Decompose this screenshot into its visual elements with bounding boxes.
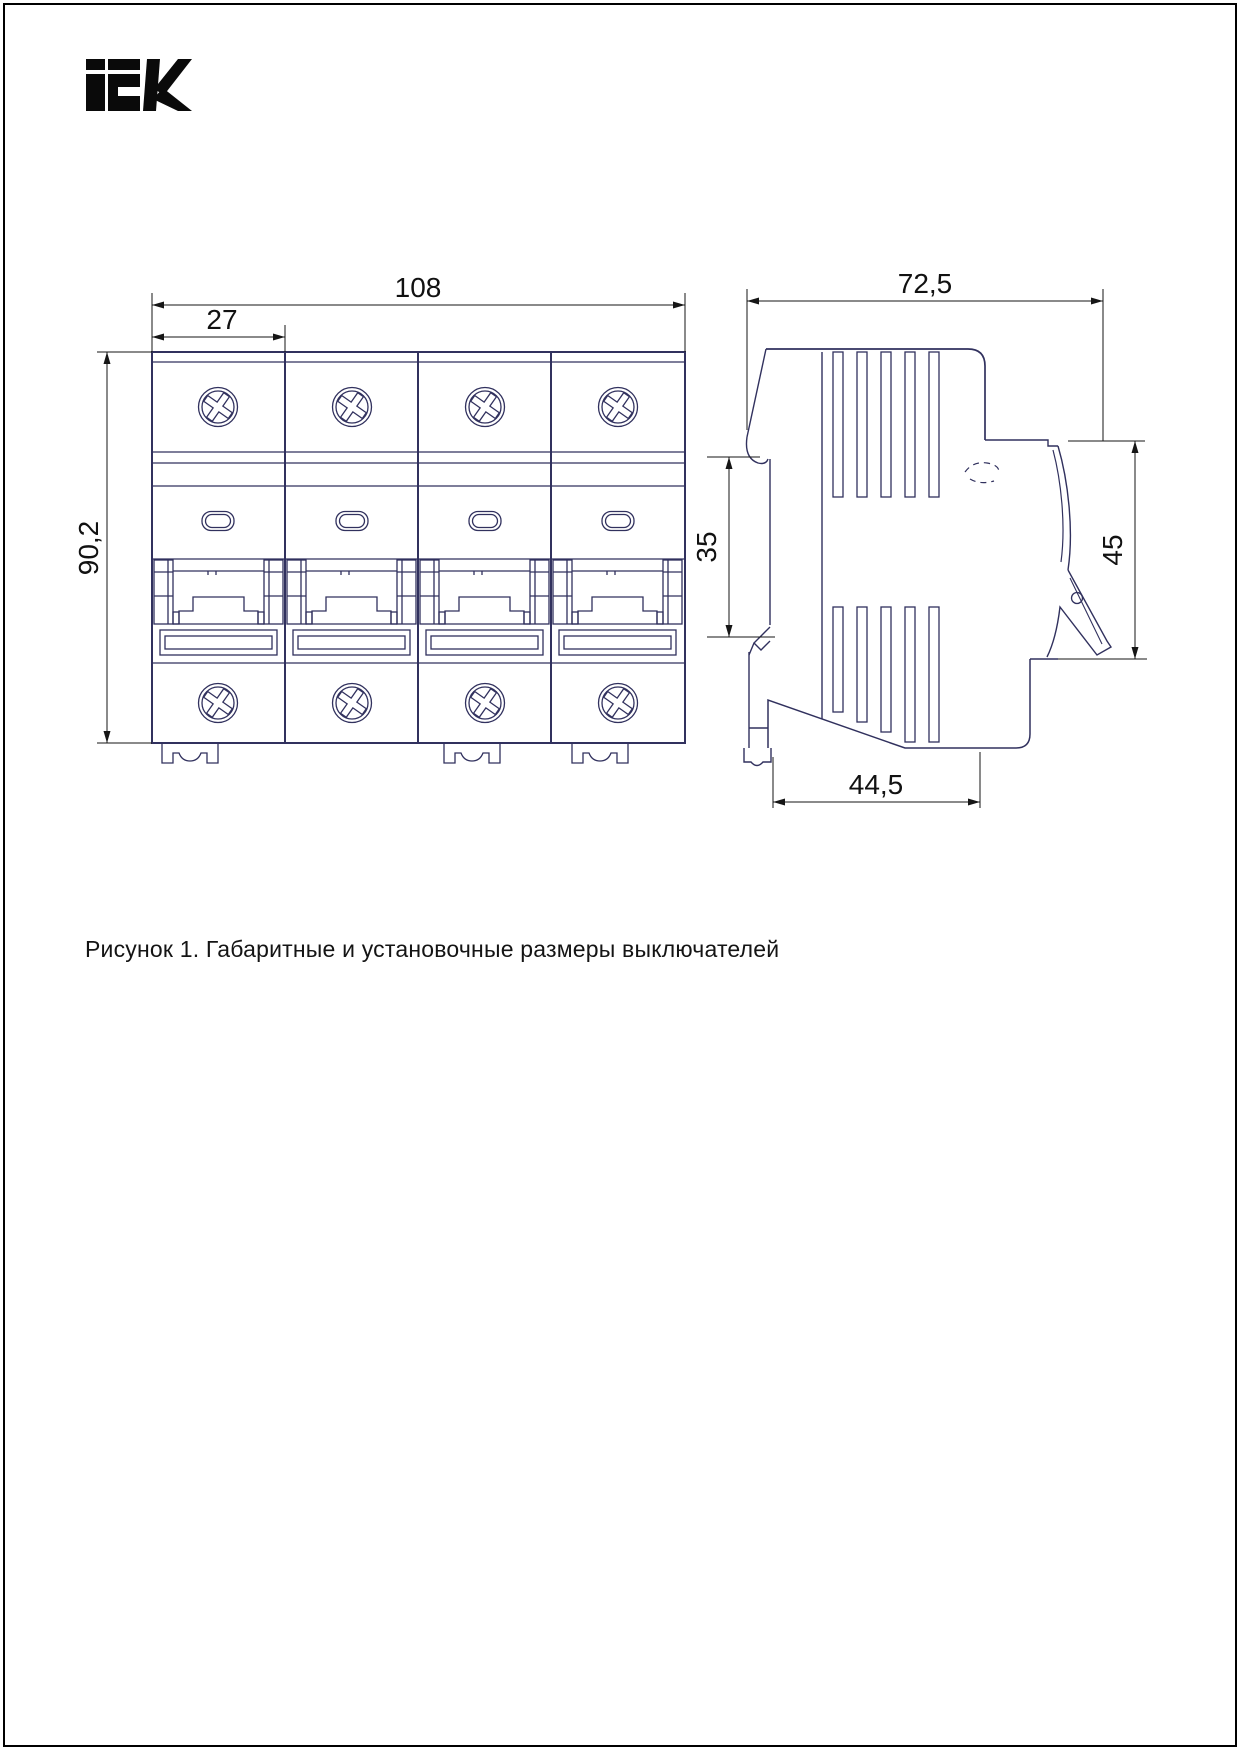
- din-clip-back: [749, 652, 768, 748]
- indicator-window: [469, 512, 501, 531]
- din-clip-tab: [162, 743, 218, 763]
- din-clip-tab: [572, 743, 628, 763]
- screw-icon: [197, 386, 239, 428]
- hidden-detail-dashed: [965, 463, 999, 483]
- screw-icon: [331, 682, 373, 724]
- front-height-dimension-label: 90,2: [73, 520, 104, 576]
- din-clip-tab: [444, 743, 500, 763]
- indicator-window: [202, 512, 234, 531]
- screw-icon: [464, 386, 506, 428]
- screw-icon: [597, 682, 639, 724]
- handle-bar: [559, 630, 676, 655]
- toggle-lever-inner-line: [1070, 578, 1102, 644]
- handle-bar: [426, 630, 543, 655]
- toggle-boss-inner: [1053, 450, 1063, 562]
- toggle-boss-outer: [1058, 446, 1070, 570]
- indicator-window: [336, 512, 368, 531]
- side-back-slant: [747, 349, 766, 437]
- toggle-handle: [553, 560, 682, 624]
- front-view: [152, 352, 685, 763]
- handle-bar: [293, 630, 410, 655]
- toggle-handle: [287, 560, 416, 624]
- handle-bar: [160, 630, 277, 655]
- lower-vent-ribs: [833, 607, 939, 742]
- din-lower-hook: [749, 627, 770, 655]
- din-upper-hook: [746, 437, 768, 464]
- screw-icon: [597, 386, 639, 428]
- toggle-handle: [154, 560, 283, 624]
- front-panel-step: [985, 440, 1058, 446]
- din-rail-dimension-label: 35: [691, 531, 722, 563]
- front-height45-dimension-label: 45: [1097, 534, 1128, 566]
- upper-vent-ribs: [833, 352, 939, 497]
- din-clip-foot: [744, 748, 771, 766]
- screw-icon: [331, 386, 373, 428]
- side-bottom-edge: [768, 659, 1030, 748]
- dimensions: [73, 268, 1147, 808]
- indicator-window: [602, 512, 634, 531]
- screw-icon: [197, 682, 239, 724]
- pole-width-dimension-label: 27: [206, 304, 238, 335]
- extension-lines: [97, 289, 1147, 808]
- figure-caption: Рисунок 1. Габаритные и установочные размеры выключателей: [85, 936, 780, 962]
- base-depth-dimension-label: 44,5: [848, 769, 904, 800]
- side-view: [744, 349, 1111, 766]
- screw-icon: [464, 682, 506, 724]
- toggle-handle: [420, 560, 549, 624]
- toggle-pivot: [1072, 593, 1083, 604]
- side-top-edge: [766, 349, 985, 440]
- front-width-dimension-label: 108: [394, 272, 442, 303]
- total-depth-dimension-label: 72,5: [897, 268, 953, 299]
- pole-divider-lines: [285, 352, 551, 743]
